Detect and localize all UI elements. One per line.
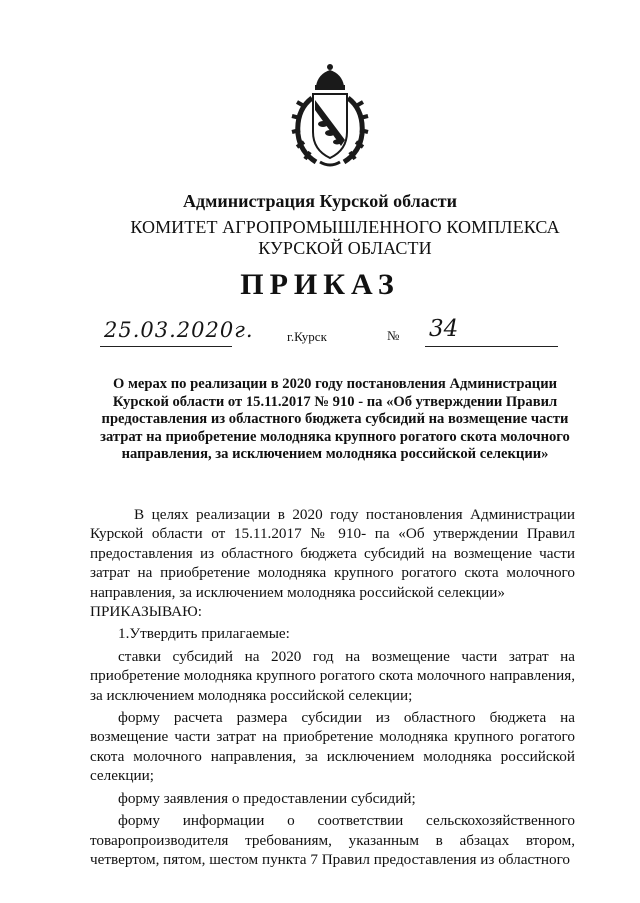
handwritten-number: 34 <box>429 316 459 342</box>
order-heading: О мерах по реализации в 2020 году постановления Администрации Курской области от 15.11.2017 № 910 - па «Об утверждении Правил предоставления из областного бюджета субсидий на возмещение части затрат на приобретение молодняка крупного рогатого скота молочного направления, за исключением молодняка российской селекции» <box>100 376 570 462</box>
committee-line-1: КОМИТЕТ АГРОПРОМЫШЛЕННОГО КОМПЛЕКСА <box>130 217 560 237</box>
administration-name: Администрация Курской области <box>183 191 457 211</box>
order-body <box>90 505 575 869</box>
number-field <box>425 316 558 347</box>
city-label: г.Курск <box>287 329 327 344</box>
committee-name <box>90 217 600 259</box>
document-type: ПРИКАЗ <box>240 268 400 301</box>
paragraph-application-form: форму заявления о предоставлении субсидий; <box>118 789 416 807</box>
number-label: № <box>387 328 400 343</box>
paragraph-rates: ставки субсидий на 2020 год на возмещение части затрат на приобретение молодняка крупного рогатого скота молочного направления, за исключением молодняка российской селекции; <box>90 647 575 704</box>
kursk-coat-of-arms-icon <box>286 62 374 170</box>
order-word: ПРИКАЗЫВАЮ: <box>90 603 202 621</box>
item-1: 1.Утвердить прилагаемые: <box>118 625 290 643</box>
committee-line-2: КУРСКОЙ ОБЛАСТИ <box>258 238 432 258</box>
date-field <box>100 318 254 347</box>
handwritten-date: 25.03.2020г. <box>104 318 254 342</box>
intro-paragraph: В целях реализации в 2020 году постановления Администрации Курской области от 15.11.2017 № 910- па «Об утверждении Правил предоставления из областного бюджета субсидий на возмещение части затрат на приобретение молодняка крупного рогатого скота молочного направления, за исключением молодняка российской селекции» <box>90 506 575 601</box>
paragraph-calc-form: форму расчета размера субсидии из областного бюджета на возмещение части затрат на приобретение молодняка крупного рогатого скота молочного направления, за исключением молодняка российской селекции; <box>90 709 575 785</box>
paragraph-info-form: форму информации о соответствии сельскохозяйственного товаропроизводителя требованиям, указанным в абзацах втором, четвертом, пятом, шестом пункта 7 Правил предоставления из областного <box>90 812 575 868</box>
